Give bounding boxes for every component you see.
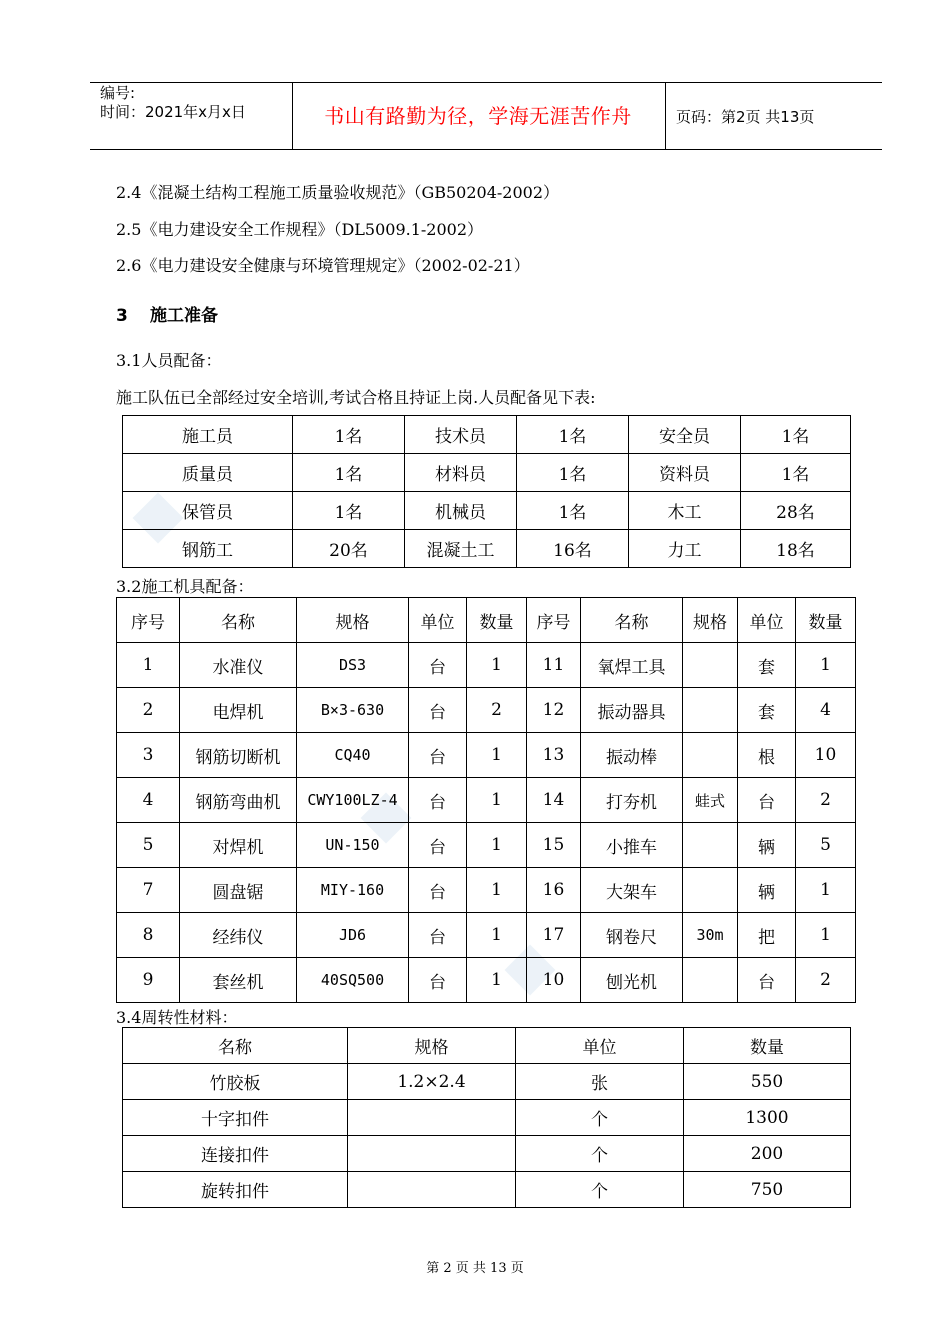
table-cell: 钢筋工 [123, 530, 293, 568]
table-cell: 数量 [796, 598, 856, 643]
table-header-row [117, 598, 856, 643]
table-cell: 名称 [180, 598, 297, 643]
table-cell: 台 [409, 868, 467, 913]
table-cell: 序号 [117, 598, 180, 643]
table-cell: JD6 [297, 913, 409, 958]
table-cell: 3 [117, 733, 180, 778]
table-cell: 电焊机 [180, 688, 297, 733]
table-row [117, 913, 856, 958]
table-cell: 40SQ500 [297, 958, 409, 1003]
table-cell: 1名 [293, 454, 405, 492]
table-row [117, 733, 856, 778]
table-cell: 木工 [629, 492, 741, 530]
table-cell: 资料员 [629, 454, 741, 492]
table-cell: 规格 [683, 598, 738, 643]
table-cell: 1名 [741, 454, 851, 492]
table-cell: 1名 [517, 454, 629, 492]
table-cell: 规格 [348, 1028, 516, 1064]
table-row [117, 868, 856, 913]
table-cell: 混凝土工 [405, 530, 517, 568]
table-cell: 施工员 [123, 416, 293, 454]
table-cell: 单位 [738, 598, 796, 643]
table-cell: 材料员 [405, 454, 517, 492]
table-cell: 辆 [738, 823, 796, 868]
table-cell: 机械员 [405, 492, 517, 530]
table-row [123, 1100, 851, 1136]
table-cell: UN-150 [297, 823, 409, 868]
table-cell: 1名 [293, 492, 405, 530]
table-cell: 名称 [123, 1028, 348, 1064]
table-cell: 28名 [741, 492, 851, 530]
table-cell: 十字扣件 [123, 1100, 348, 1136]
table-cell [683, 733, 738, 778]
table-cell: 保管员 [123, 492, 293, 530]
table-cell: 质量员 [123, 454, 293, 492]
materials-heading: 3.4周转性材料： [116, 1008, 238, 1027]
table-cell: 12 [527, 688, 581, 733]
table-cell: 2 [796, 778, 856, 823]
table-row [123, 1172, 851, 1208]
table-cell: 1.2×2.4 [348, 1064, 516, 1100]
table-cell [348, 1136, 516, 1172]
table-cell: 1名 [517, 416, 629, 454]
table-cell: B×3-630 [297, 688, 409, 733]
table-row [123, 492, 851, 530]
table-cell: 张 [516, 1064, 684, 1100]
table-cell: 竹胶板 [123, 1064, 348, 1100]
table-cell: 台 [409, 958, 467, 1003]
table-cell: DS3 [297, 643, 409, 688]
table-cell: 名称 [581, 598, 683, 643]
table-cell: 蛙式 [683, 778, 738, 823]
table-cell: 规格 [297, 598, 409, 643]
table-cell [683, 643, 738, 688]
header-page-indicator: 页码：第2页 共13页 [676, 108, 815, 126]
table-cell: 钢卷尺 [581, 913, 683, 958]
staff-table [122, 415, 851, 568]
table-row [117, 958, 856, 1003]
table-cell: 台 [409, 643, 467, 688]
table-cell: 经纬仪 [180, 913, 297, 958]
section-title-text: 施工准备 [150, 306, 218, 326]
equipment-heading: 3.2施工机具配备： [116, 577, 254, 596]
table-cell: 2 [467, 688, 527, 733]
table-cell: 1300 [684, 1100, 851, 1136]
table-cell: 根 [738, 733, 796, 778]
table-cell: MIY-160 [297, 868, 409, 913]
table-cell: 1 [796, 643, 856, 688]
table-cell: 1 [467, 913, 527, 958]
table-cell: 9 [117, 958, 180, 1003]
header-top-rule [90, 82, 882, 83]
table-cell: 台 [409, 778, 467, 823]
table-cell: 单位 [516, 1028, 684, 1064]
table-cell: 台 [409, 913, 467, 958]
table-cell: 4 [117, 778, 180, 823]
table-row [123, 530, 851, 568]
table-cell: 台 [409, 823, 467, 868]
table-cell: 30m [683, 913, 738, 958]
table-cell: 安全员 [629, 416, 741, 454]
table-cell: 18名 [741, 530, 851, 568]
header-bottom-rule [90, 149, 882, 150]
staff-intro: 施工队伍已全部经过安全培训,考试合格且持证上岗.人员配备见下表: [116, 388, 596, 407]
table-cell: 氧焊工具 [581, 643, 683, 688]
table-cell: 小推车 [581, 823, 683, 868]
table-cell: 14 [527, 778, 581, 823]
table-row [123, 454, 851, 492]
table-cell: 16名 [517, 530, 629, 568]
table-cell: 力工 [629, 530, 741, 568]
table-cell: 8 [117, 913, 180, 958]
table-cell: 2 [796, 958, 856, 1003]
table-cell: 1 [467, 823, 527, 868]
table-cell: 1 [467, 733, 527, 778]
table-cell: 旋转扣件 [123, 1172, 348, 1208]
document-number-label: 编号: [100, 84, 136, 102]
table-cell: 1名 [517, 492, 629, 530]
table-cell: 台 [409, 733, 467, 778]
equipment-table [116, 597, 856, 1003]
table-header-row [123, 1028, 851, 1064]
section-number: 3 [116, 306, 128, 326]
table-cell: 16 [527, 868, 581, 913]
table-cell: 圆盘锯 [180, 868, 297, 913]
table-cell: 750 [684, 1172, 851, 1208]
table-cell: 水准仪 [180, 643, 297, 688]
table-cell: 数量 [684, 1028, 851, 1064]
table-row [117, 688, 856, 733]
reference-line: 2.4《混凝土结构工程施工质量验收规范》（GB50204-2002） [116, 183, 560, 202]
section-title [116, 301, 218, 326]
page-footer: 第 2 页 共 13 页 [426, 1261, 524, 1276]
table-cell: 4 [796, 688, 856, 733]
table-cell: 2 [117, 688, 180, 733]
table-row [123, 416, 851, 454]
table-cell: 台 [409, 688, 467, 733]
table-cell: 550 [684, 1064, 851, 1100]
table-cell: 辆 [738, 868, 796, 913]
table-cell: 套 [738, 688, 796, 733]
reference-line: 2.5《电力建设安全工作规程》（DL5009.1-2002） [116, 220, 484, 239]
reference-line: 2.6《电力建设安全健康与环境管理规定》（2002-02-21） [116, 256, 530, 275]
table-cell: 连接扣件 [123, 1136, 348, 1172]
table-row [117, 643, 856, 688]
table-cell [683, 958, 738, 1003]
table-cell: 15 [527, 823, 581, 868]
table-cell: 1名 [741, 416, 851, 454]
table-cell: 11 [527, 643, 581, 688]
table-cell: 5 [796, 823, 856, 868]
table-cell: 10 [796, 733, 856, 778]
table-cell: 1 [467, 958, 527, 1003]
table-cell: 钢筋切断机 [180, 733, 297, 778]
table-cell: 1 [796, 913, 856, 958]
table-cell: 台 [738, 778, 796, 823]
table-cell [683, 823, 738, 868]
table-cell: 20名 [293, 530, 405, 568]
table-cell: 打夯机 [581, 778, 683, 823]
table-cell: 5 [117, 823, 180, 868]
table-row [117, 778, 856, 823]
header-divider [665, 82, 666, 149]
table-cell: 钢筋弯曲机 [180, 778, 297, 823]
table-cell: 17 [527, 913, 581, 958]
document-time-label: 时间：2021年x月x日 [100, 103, 246, 121]
staff-heading: 3.1人员配备： [116, 351, 222, 370]
table-cell: 技术员 [405, 416, 517, 454]
table-cell: 套丝机 [180, 958, 297, 1003]
header-motto: 书山有路勤为径，学海无涯苦作舟 [324, 104, 632, 128]
table-cell: 10 [527, 958, 581, 1003]
header-meta [100, 84, 246, 122]
table-cell: 个 [516, 1100, 684, 1136]
table-cell: 个 [516, 1172, 684, 1208]
table-cell [348, 1172, 516, 1208]
table-cell: 振动器具 [581, 688, 683, 733]
table-cell: 振动棒 [581, 733, 683, 778]
table-cell [683, 868, 738, 913]
table-cell [683, 688, 738, 733]
table-cell [348, 1100, 516, 1136]
table-cell: 200 [684, 1136, 851, 1172]
table-cell: 7 [117, 868, 180, 913]
table-cell: 1 [796, 868, 856, 913]
table-cell: 1 [117, 643, 180, 688]
table-cell: CQ40 [297, 733, 409, 778]
table-cell: 单位 [409, 598, 467, 643]
table-cell: 把 [738, 913, 796, 958]
table-cell: 1 [467, 778, 527, 823]
table-cell: 1 [467, 868, 527, 913]
table-row [123, 1136, 851, 1172]
table-cell: 1 [467, 643, 527, 688]
table-cell: 个 [516, 1136, 684, 1172]
table-cell: 刨光机 [581, 958, 683, 1003]
table-cell: 1名 [293, 416, 405, 454]
table-cell: CWY100LZ-4 [297, 778, 409, 823]
table-cell: 数量 [467, 598, 527, 643]
table-cell: 大架车 [581, 868, 683, 913]
table-cell: 序号 [527, 598, 581, 643]
table-cell: 台 [738, 958, 796, 1003]
table-cell: 对焊机 [180, 823, 297, 868]
table-row [123, 1064, 851, 1100]
table-row [117, 823, 856, 868]
table-cell: 套 [738, 643, 796, 688]
table-cell: 13 [527, 733, 581, 778]
materials-table [122, 1027, 851, 1208]
